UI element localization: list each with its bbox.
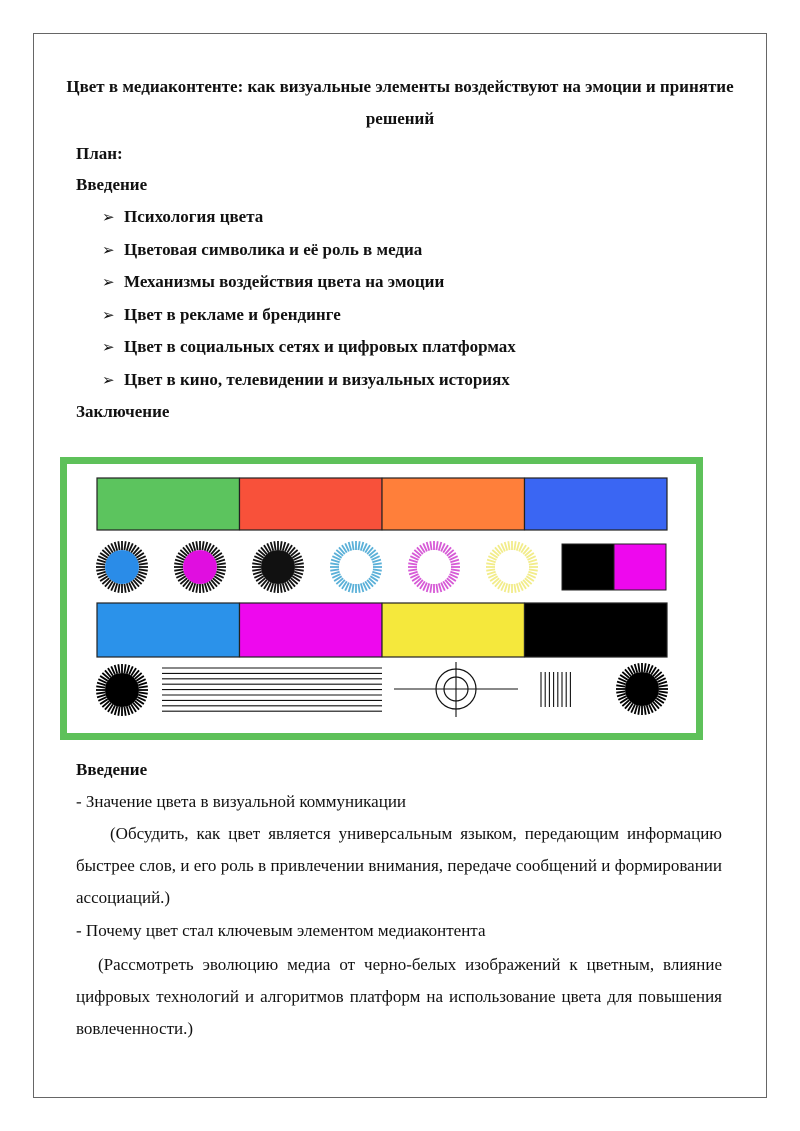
color-swatch	[562, 544, 614, 590]
color-swatch	[614, 544, 666, 590]
section-point-2: - Почему цвет стал ключевым элементом медиаконтента	[76, 921, 486, 940]
color-bar-row-1	[97, 478, 667, 530]
arrow-bullet-icon: ➢	[102, 306, 115, 324]
color-test-chart-figure	[60, 457, 703, 740]
plan-item: ➢ Цветовая символика и её роль в медиа	[102, 238, 422, 262]
color-bar-row-2	[97, 603, 667, 657]
section-paragraph-2: (Рассмотреть эволюцию медиа от черно-белых изображений к цветным, влияние цифровых технологий и алгоритмов платформ на использование цвета для повышения вовлеченности.)	[76, 955, 722, 1038]
plan-label: План:	[76, 144, 123, 163]
plan-item: ➢ Цвет в рекламе и брендинге	[102, 303, 341, 327]
intro-label: Введение	[76, 175, 148, 194]
section-point-1: - Значение цвета в визуальной коммуникации	[76, 792, 407, 811]
arrow-bullet-icon: ➢	[102, 371, 115, 389]
conclusion-label: Заключение	[76, 402, 170, 421]
arrow-bullet-icon: ➢	[102, 241, 115, 259]
color-swatch	[240, 478, 383, 530]
color-swatch	[525, 478, 668, 530]
section-paragraph-1: (Обсудить, как цвет является универсальным языком, передающим информацию быстрее слов, и его роль в привлечении внимания, передаче сообщений и формировании ассоциаций.)	[76, 824, 722, 907]
color-swatch	[240, 603, 383, 657]
plan-item: ➢ Психология цвета	[102, 205, 263, 229]
arrow-bullet-icon: ➢	[102, 273, 115, 291]
arrow-bullet-icon: ➢	[102, 208, 115, 226]
document-title: Цвет в медиаконтенте: как визуальные элементы воздействуют на эмоции и принятие решений	[66, 77, 734, 128]
color-swatch	[382, 603, 525, 657]
plan-item: ➢ Механизмы воздействия цвета на эмоции	[102, 270, 444, 294]
plan-item: ➢ Цвет в кино, телевидении и визуальных историях	[102, 368, 510, 392]
plan-item: ➢ Цвет в социальных сетях и цифровых платформах	[102, 335, 516, 359]
color-swatch	[382, 478, 525, 530]
color-swatch	[525, 603, 668, 657]
color-swatch	[97, 603, 240, 657]
arrow-bullet-icon: ➢	[102, 338, 115, 356]
section-heading: Введение	[76, 760, 148, 779]
color-swatch	[97, 478, 240, 530]
